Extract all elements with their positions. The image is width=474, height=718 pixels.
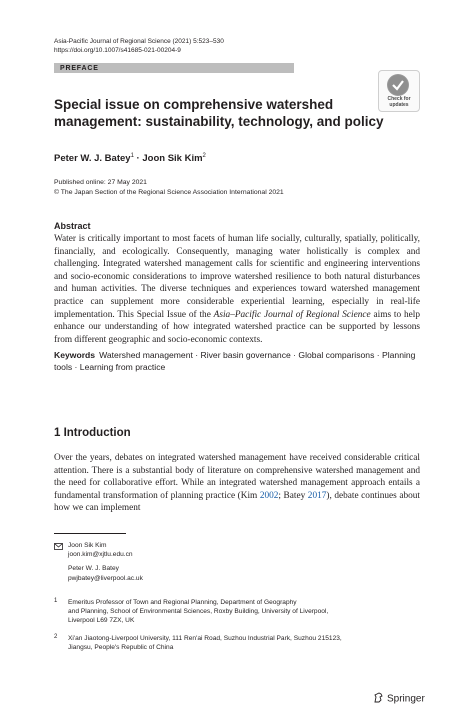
published-date: Published online: 27 May 2021: [54, 179, 147, 186]
abstract-part: Water is critically important to most facets of human life socially, culturally, spatially, politically, financially, and ecologically. Consequently, managing water holistically is complex and challenging. Integrated watershed management calls for scientific and engineering interventions and socio-economic considerations to improve watershed resilience to both natural disturbances and human activities. The diverse techniques and experiences toward watershed management practice can supplement more considerable experiential learning, especially in real-life implementation. This Special Issue of the: [54, 234, 420, 320]
affiliation-footnote: [68, 598, 328, 626]
section-heading-introduction: 1 Introduction: [54, 427, 131, 439]
author-name[interactable]: Peter W. J. Batey: [54, 153, 131, 165]
keywords-list: Watershed management · River basin governance · Global comparisons · Planning tools · Learning from practice: [54, 350, 416, 373]
abstract-part: aims to help enhance our understanding of how integrated watershed practice can be supported by lessons from different geographic and socio-economic contexts.: [54, 309, 420, 345]
footnote-line: Xi'an Jiaotong-Liverpool University, 111 Ren'ai Road, Suzhou Industrial Park, Suzhou 215123,: [68, 635, 342, 642]
contact-name: Peter W. J. Batey: [68, 565, 119, 573]
footnote-mark: 2: [54, 634, 58, 640]
crossmark-icon: [387, 74, 409, 96]
springer-horse-icon: [373, 692, 384, 706]
publisher-name: Springer: [387, 693, 425, 705]
publication-info: [54, 178, 284, 197]
abstract-text: [54, 233, 420, 346]
contact-name: Joon Sik Kim: [68, 542, 107, 549]
contact-email[interactable]: pwjbatey@liverpool.ac.uk: [68, 574, 143, 582]
intro-part: ; Batey: [278, 490, 308, 501]
author-list: [54, 150, 206, 165]
footnote-line: Liverpool L69 7ZX, UK: [68, 617, 135, 625]
author-name[interactable]: Joon Sik Kim: [142, 153, 203, 165]
citation-link[interactable]: 2017: [307, 490, 327, 501]
introduction-text: [54, 452, 420, 515]
article-title: Special issue on comprehensive watershed management: sustainability, technology, and policy: [54, 97, 384, 129]
correspondence-block: [68, 541, 143, 583]
contact-email[interactable]: joon.kim@xjtlu.edu.cn: [68, 551, 133, 559]
footnote-mark: 1: [54, 598, 58, 604]
keywords: [54, 349, 420, 374]
affiliation-mark: 1: [130, 153, 134, 159]
journal-citation: Asia-Pacific Journal of Regional Science (2021) 5:523–530: [54, 38, 224, 45]
copyright-line: © The Japan Section of the Regional Science Association International 2021: [54, 188, 284, 196]
publisher-logo: [373, 692, 425, 706]
badge-line-2: updates: [389, 102, 409, 108]
author-separator: ·: [136, 153, 143, 165]
intro-part: Over the years, debates on integrated watershed management have received considerable critical attention. There is a substantial body of literature on comprehensive watershed management and the need for collaborative effort. While an integrated watershed management approach entails a fundamental transformation of planning practice (Kim: [54, 453, 420, 501]
journal-name: Asia–Pacific Journal of Regional Science: [213, 309, 371, 320]
footnote-line: and Planning, School of Environmental Sciences, Roxby Building, University of Liverpool,: [68, 608, 329, 616]
footnote-line: Jiangsu, People's Republic of China: [68, 644, 174, 652]
badge-line-1: Check for: [387, 96, 411, 102]
doi-link[interactable]: https://doi.org/10.1007/s41685-021-00204-9: [54, 47, 181, 54]
section-label: PREFACE: [60, 65, 99, 72]
intro-part: ), debate continues about how we can implement: [54, 490, 421, 514]
abstract-heading: Abstract: [54, 221, 91, 231]
envelope-icon: [54, 543, 63, 553]
affiliation-mark: 2: [202, 153, 206, 159]
footnote-line: Emeritus Professor of Town and Regional Planning, Department of Geography: [68, 599, 297, 606]
citation-link[interactable]: 2002: [259, 490, 279, 501]
keywords-label: Keywords: [54, 350, 96, 360]
footnote-separator: [54, 533, 126, 534]
affiliation-footnote: [68, 634, 342, 652]
